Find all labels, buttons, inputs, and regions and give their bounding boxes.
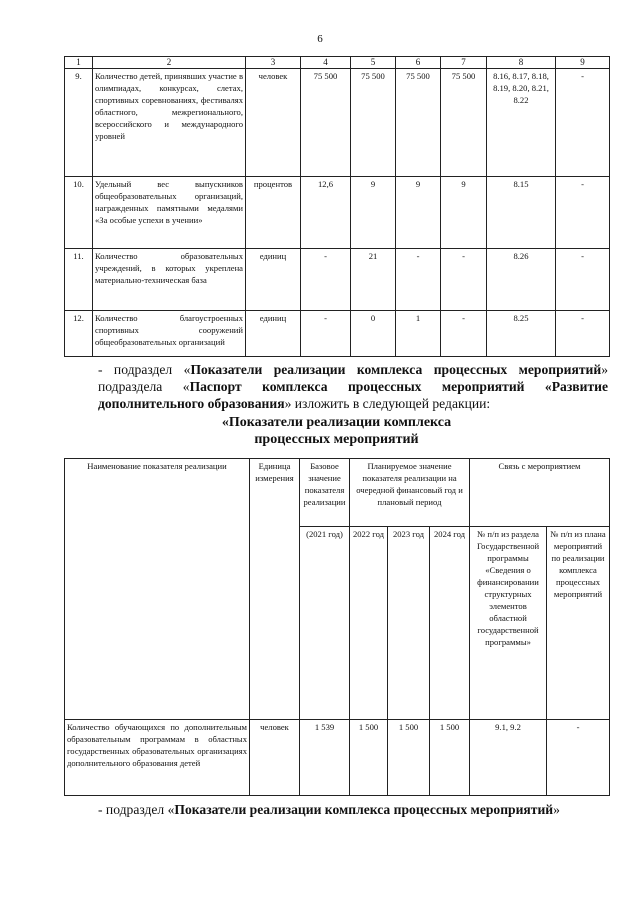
link-cell: 8.15 — [487, 177, 556, 249]
unit-cell: человек — [250, 720, 300, 796]
header-cell: 4 — [301, 57, 351, 69]
paragraph-bold-text: Паспорт комплекса процессных мероприятий «Развитие дополнительного образования — [98, 379, 608, 411]
value-cell: 12,6 — [301, 177, 351, 249]
amendment-paragraph — [98, 361, 608, 412]
paragraph-text: - подраздел « — [98, 802, 175, 817]
header-cell: 3 — [246, 57, 301, 69]
paragraph-bold-text: Показатели реализации комплекса процессных мероприятий — [190, 362, 602, 377]
process-indicators-table — [64, 458, 610, 796]
row-number: 11. — [65, 249, 93, 311]
header-cell: 2024 год — [430, 527, 470, 720]
value-cell: 9 — [396, 177, 441, 249]
link-cell: 8.16, 8.17, 8.18, 8.19, 8.20, 8.21, 8.22 — [487, 69, 556, 177]
value-cell: 1 — [396, 311, 441, 357]
value-cell: 75 500 — [351, 69, 396, 177]
header-cell: 8 — [487, 57, 556, 69]
indicator-name: Количество детей, принявших участие в олимпиадах, конкурсах, слетах, спортивных соревнованиях, фестивалях областного, межрегионального, всероссийского и международного уровней — [93, 69, 246, 177]
value-cell: 1 500 — [350, 720, 388, 796]
value-cell: 21 — [351, 249, 396, 311]
paragraph-text: » подраздела « — [98, 362, 609, 394]
value-cell: 75 500 — [441, 69, 487, 177]
header-cell: Связь с мероприятием — [470, 459, 610, 527]
header-cell: 5 — [351, 57, 396, 69]
value-cell: 1 500 — [430, 720, 470, 796]
indicator-name: Количество образовательных учреждений, в которых укреплена материально-техническая база — [93, 249, 246, 311]
value-cell: - — [301, 311, 351, 357]
table-row — [65, 249, 610, 311]
value-cell: 75 500 — [301, 69, 351, 177]
row-number: 10. — [65, 177, 93, 249]
link-cell: - — [556, 69, 610, 177]
unit-cell: единиц — [246, 311, 301, 357]
amendment-paragraph-2 — [98, 801, 608, 818]
value-cell: 1 500 — [388, 720, 430, 796]
header-cell: 9 — [556, 57, 610, 69]
link-cell: - — [556, 311, 610, 357]
section-heading — [64, 414, 609, 448]
unit-cell: единиц — [246, 249, 301, 311]
link-cell: 8.25 — [487, 311, 556, 357]
value-cell: 9 — [441, 177, 487, 249]
paragraph-bold-text: Показатели реализации комплекса процессных мероприятий — [174, 802, 554, 817]
unit-cell: человек — [246, 69, 301, 177]
header-cell: Базовое значение показателя реализации — [300, 459, 350, 527]
table-row — [65, 177, 610, 249]
header-cell: Планируемое значение показателя реализации на очередной финансовый год и плановый период — [350, 459, 470, 527]
header-cell: № п/п из раздела Государственной программы «Сведения о финансировании структурных элементов областной государственной программы» — [470, 527, 547, 720]
indicators-table — [64, 56, 610, 357]
heading-line: «Показатели реализации комплекса — [221, 415, 452, 430]
paragraph-text: » изложить в следующей редакции: — [284, 396, 491, 411]
paragraph-text: - подраздел « — [98, 362, 191, 377]
row-number: 9. — [65, 69, 93, 177]
header-cell: 2023 год — [388, 527, 430, 720]
indicator-name: Количество благоустроенных спортивных сооружений общеобразовательных организаций — [93, 311, 246, 357]
value-cell: 0 — [351, 311, 396, 357]
header-cell: 2 — [93, 57, 246, 69]
value-cell: 1 539 — [300, 720, 350, 796]
indicator-name: Удельный вес выпускников общеобразовательных организаций, награжденных памятными медалями «За особые успехи в учении» — [93, 177, 246, 249]
table-row — [65, 69, 610, 177]
link-cell: - — [556, 177, 610, 249]
header-cell: Единица измерения — [250, 459, 300, 720]
value-cell: - — [396, 249, 441, 311]
header-cell: 6 — [396, 57, 441, 69]
header-cell: 7 — [441, 57, 487, 69]
unit-cell: процентов — [246, 177, 301, 249]
value-cell: 75 500 — [396, 69, 441, 177]
paragraph-text: » — [553, 802, 560, 817]
link-cell: - — [547, 720, 610, 796]
header-cell: № п/п из плана мероприятий по реализации комплекса процессных мероприятий — [547, 527, 610, 720]
table-row — [65, 311, 610, 357]
value-cell: - — [441, 311, 487, 357]
value-cell: 9 — [351, 177, 396, 249]
link-cell: - — [556, 249, 610, 311]
table-row — [65, 720, 610, 796]
indicator-name: Количество обучающихся по дополнительным образовательным программам в областных государственных образовательных организациях дополнительного образования детей — [65, 720, 250, 796]
header-cell: 2022 год — [350, 527, 388, 720]
link-cell: 9.1, 9.2 — [470, 720, 547, 796]
page-number: 6 — [317, 33, 323, 45]
table-header-row — [65, 459, 610, 527]
header-cell: 1 — [65, 57, 93, 69]
table-header-row — [65, 57, 610, 69]
header-cell: Наименование показателя реализации — [65, 459, 250, 720]
heading-line: процессных мероприятий — [254, 432, 419, 447]
value-cell: - — [441, 249, 487, 311]
value-cell: - — [301, 249, 351, 311]
header-cell: (2021 год) — [300, 527, 350, 720]
row-number: 12. — [65, 311, 93, 357]
link-cell: 8.26 — [487, 249, 556, 311]
